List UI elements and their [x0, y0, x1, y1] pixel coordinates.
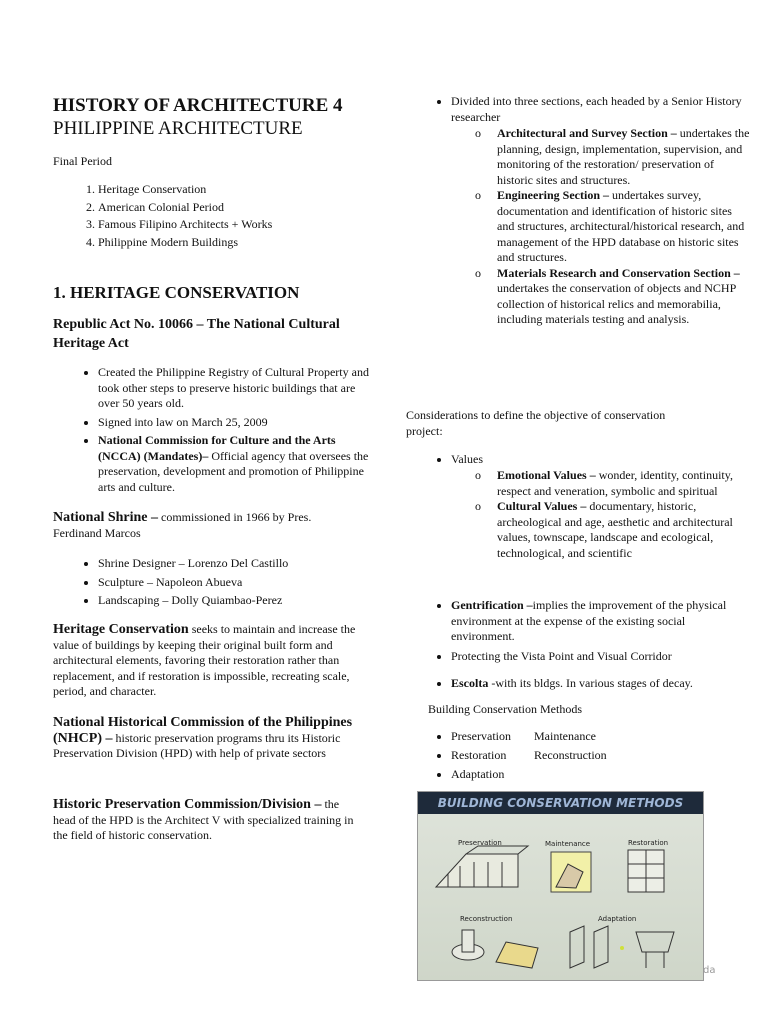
watermark: da — [703, 965, 716, 976]
hc-lead: Heritage Conservation — [53, 622, 189, 637]
hc-text: seeks to maintain and increase the value of buildings by keeping their original built form and architectural elements, favoring their restoration rather than replacement, and if restoration is impossible, recreating scale, period, and character. — [53, 622, 356, 698]
period-label: Final Period — [53, 154, 112, 168]
list-item: • Divided into three sections, each headed by a Senior History researcher — [451, 94, 751, 125]
hpc-lead: Historic Preservation Commission/Division – — [53, 797, 322, 812]
list-item: • Signed into law on March 25, 2009 — [98, 415, 373, 431]
hpc-text: the head of the HPD is the Architect V with specialized training in the field of historic conservation. — [53, 797, 354, 842]
list-item — [451, 598, 736, 645]
escolta-text: -with its bldgs. In various stages of decay. — [488, 676, 693, 690]
document-subtitle: PHILIPPINE ARCHITECTURE — [53, 118, 303, 139]
value-item — [497, 468, 749, 499]
list-item: • Created the Philippine Registry of Cultural Property and took other steps to preserve historic buildings that are over 50 years old. — [98, 365, 373, 412]
method-text: Reconstruction — [534, 748, 607, 762]
adaptation-sketch-icon — [570, 926, 674, 968]
section-lead: Architectural and Survey Section – — [497, 126, 677, 140]
list-item: • Restoration — [451, 746, 534, 765]
nhcp-para — [53, 715, 353, 762]
building-sketch-icon — [436, 846, 528, 887]
considerations-text: Considerations to define the objective of conservation project: — [406, 408, 666, 438]
list-item — [451, 676, 751, 692]
escolta-lead: Escolta — [451, 676, 489, 690]
values-list — [452, 468, 749, 561]
value-item — [497, 499, 749, 561]
ncca-lead: National Commission for Culture and the Arts (NCCA) (Mandates)– — [98, 433, 336, 463]
shrine-text: commissioned in 1966 by Pres. Ferdinand Marcos — [53, 510, 312, 540]
heritage-conservation-para — [53, 622, 361, 700]
value-lead: Cultural Values – — [497, 499, 587, 513]
nhcp-lead: National Historical Commission of the Philippines (NHCP) – — [53, 715, 353, 746]
toc-item: 4. Philippine Modern Buildings — [98, 234, 398, 252]
toc-list — [53, 181, 398, 251]
list-item: • Shrine Designer – Lorenzo Del Castillo — [98, 556, 398, 572]
section-item — [497, 188, 752, 266]
divided-bullet — [406, 94, 751, 128]
methods-heading: Building Conservation Methods — [428, 702, 582, 716]
section-text: undertakes the planning, design, implementation, supervision, and monitoring of the restoration/ preservation of historic sites and structures. — [497, 126, 750, 187]
section-item — [497, 126, 752, 188]
vista-bullet — [406, 649, 751, 668]
ncca-text: Official agency that oversees the preservation, development and promotion of Philippine arts and culture. — [98, 448, 369, 494]
list-item: • Landscaping – Dolly Quiambao-Perez — [98, 593, 398, 609]
wall-sketch-icon — [628, 850, 664, 892]
section-lead: Materials Research and Conservation Section – — [497, 265, 740, 280]
list-item: • Preservation — [451, 727, 534, 746]
section-text: undertakes the conservation of objects and NCHP collection of historical relics and memorabilia, including materials testing and analysis. — [497, 281, 736, 326]
shrine-lead: National Shrine – — [53, 510, 159, 525]
toc-item: 1. Heritage Conservation — [98, 181, 398, 199]
list-item — [98, 433, 373, 495]
value-text: wonder, identity, continuity, respect and veneration, symbolic and spiritual — [497, 468, 733, 498]
list-item: • Protecting the Vista Point and Visual Corridor — [451, 649, 751, 665]
tools-sketch-icon — [551, 852, 591, 892]
gentrification-lead: Gentrification – — [451, 598, 533, 612]
methods-col1 — [406, 727, 534, 784]
section-lead: Engineering Section – — [497, 188, 610, 202]
photo-label: Preservation — [458, 839, 502, 847]
value-lead: Emotional Values – — [497, 468, 596, 482]
section-text: undertakes survey, documentation and identification of historic sites and structures, architectural/historical research, and management of the HPD database on historic sites and structures. — [497, 188, 745, 264]
value-text: documentary, historic, archeological and age, aesthetic and architectural values, townscape, landscape and ecological, technological, and scientific — [497, 499, 733, 560]
ra-heading: Republic Act No. 10066 – The National Cultural Heritage Act — [53, 317, 340, 351]
photo-sketches — [418, 792, 703, 980]
list-item: • Sculpture – Napoleon Abueva — [98, 575, 398, 591]
conservation-methods-photo — [417, 791, 704, 981]
methods-col2 — [534, 727, 664, 784]
list-item: • Values — [451, 452, 751, 468]
escolta-bullet — [406, 676, 751, 695]
national-shrine-para — [53, 510, 353, 541]
photo-label: Reconstruction — [460, 915, 513, 923]
ra-bullets — [53, 365, 373, 498]
section-heading: 1. HERITAGE CONSERVATION — [53, 283, 300, 302]
photo-banner: BUILDING CONSERVATION METHODS — [418, 792, 703, 814]
toc-item: 3. Famous Filipino Architects + Works — [98, 216, 398, 234]
document-header — [53, 95, 373, 141]
gentrification-text: implies the improvement of the physical environment at the expense of the existing social environment. — [451, 598, 727, 643]
section-item — [497, 266, 752, 328]
shrine-bullets — [53, 556, 398, 612]
photo-label: Restoration — [628, 839, 669, 847]
method-text: Maintenance — [534, 729, 596, 743]
photo-label: Adaptation — [598, 915, 637, 923]
photo-label: Maintenance — [545, 840, 591, 848]
hpc-para — [53, 797, 361, 844]
list-item: • Adaptation — [451, 765, 534, 784]
gentrification-bullet — [406, 598, 736, 648]
fountain-sketch-icon — [452, 930, 538, 968]
methods-list — [406, 727, 664, 784]
toc-item: 2. American Colonial Period — [98, 199, 398, 217]
nhcp-text: historic preservation programs thru its Historic Preservation Division (HPD) with help of private sectors — [53, 730, 341, 760]
document-title: HISTORY OF ARCHITECTURE 4 — [53, 95, 343, 116]
hpd-sections — [452, 126, 752, 328]
